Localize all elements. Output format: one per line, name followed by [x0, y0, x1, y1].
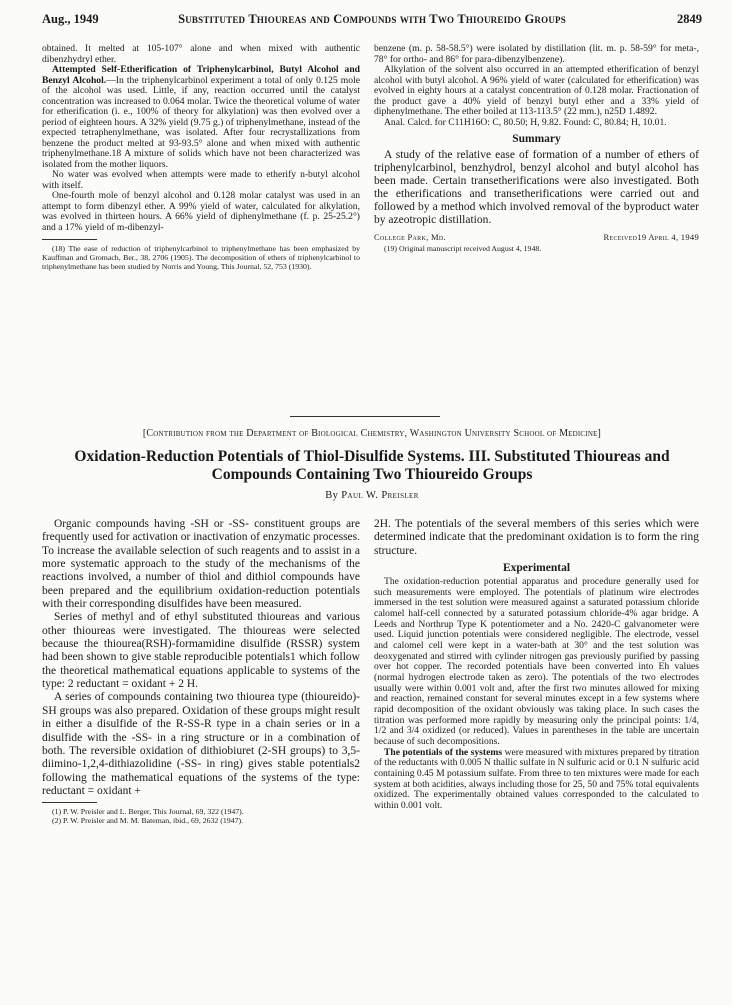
paragraph: benzene (m. p. 58-58.5°) were isolated by distillation (lit. m. p. 58-59° for meta-, 78° for ortho- and 86° for para-dibenzylbenzene). [374, 43, 699, 65]
running-title: Substituted Thioureas and Compounds with Two Thioureido Groups [178, 12, 566, 26]
contribution-line: [Contribution from the Department of Biological Chemistry, Washington University School of Medicine] [142, 428, 602, 439]
paragraph: Organic compounds having -SH or -SS- constituent groups are frequently used for activation or inactivation of enzymatic processes. To increase the available selection of such reagents and to assist in a more systematic approach to the study of the mechanisms of the reactions involved, a number of thiol and dithiol compounds have been prepared and the equilibrium oxidation-reduction potentials with their corresponding disulfides have been measured. [42, 518, 360, 611]
paragraph: Anal. Calcd. for C11H16O: C, 80.50; H, 9.82. Found: C, 80.84; H, 10.01. [384, 116, 667, 128]
top-left-column [42, 44, 360, 272]
paragraph-text: —In the triphenylcarbinol experiment a total of only 0.125 mole of the alcohol was used. Little, if any, reaction occurred until the catalyst concentration was increased to 0.064 molar. Twice the theoretical volume of water for etherification (i. e., 100% of theory for alkylation) was then evolved over a period of eighteen hours. A 32% yield (9.75 g.) of triphenylmethane, instead of the expected tetraphenylmethane, was isolated. After four recrystallizations from benzene the product melted at 93-93.5° alone and when mixed with authentic triphenylmethane.18 A mixture of solids which have not been characterized was isolated from the mother liquors. [42, 74, 360, 170]
footnote-rule [42, 802, 97, 803]
paragraph: Alkylation of the solvent also occurred in an attempted etherification of benzyl alcohol with butyl alcohol. A 96% yield of water (calculated for etherification) was evolved in eighty hours at a catalyst concentration of 0.128 molar. Fractionation of the product gave a 40% yield of benzyl butyl ether and a 33% yield of diphenylmethane. The ether boiled at 113-113.5° (22 mm.), n25D 1.4892. [374, 64, 699, 117]
author-name: Paul W. Preisler [341, 490, 419, 501]
footnote: (19) Original manuscript received August 4, 1948. [384, 243, 542, 253]
header-date: Aug., 1949 [42, 12, 99, 26]
bottom-right-column [374, 518, 699, 811]
byline [42, 490, 702, 501]
paragraph: 2H. The potentials of the several members of this series which were determined indicate that the predominant oxidation is to form the ring structure. [374, 518, 699, 557]
footnote-rule [42, 239, 97, 240]
article-title: Oxidation-Reduction Potentials of Thiol-Disulfide Systems. III. Substituted Thioureas and Compounds Containing Two Thioureido Groups [74, 448, 670, 483]
paragraph: A series of compounds containing two thiourea type (thioureido)-SH groups was also prepared. Oxidation of these groups might result in either a disulfide of the R-SS-R type in a chain series or in a disulfide with the -SS- in a ring structure or in a combination of both. The reversible oxidation of dithiobiuret (2-SH groups) to 3,5-diimino-1,2,4-dithiazolidine (-SS- in ring) gives stable potentials2 following the mathematical equations of the systems of the type: reductant = oxidant + [42, 691, 360, 797]
paragraph: One-fourth mole of benzyl alcohol and 0.128 molar catalyst was used in an attempt to form dibenzyl ether. A 99% yield of water, calculated for alkylation, was evolved in thirteen hours. A 66% yield of diphenylmethane (f. p. 25-25.2°) and a 17% yield of m-dibenzyl- [42, 190, 360, 233]
footnote: (1) P. W. Preisler and L. Berger, This Journal, 69, 322 (1947). [52, 807, 244, 817]
paragraph-text: were measured with mixtures prepared by titration of the reductants with 0.005 N thallic sulfate in N sulfuric acid or 0.1 N sulfuric acid containing 0.45 M potassium sulfate. From three to ten mixtures were made for each system at both acidities, always including those for 25, 50 and 75% total equivalents oxidized. The experimentally obtained values corresponded to the calculated to within 0.001 volt. [374, 746, 699, 811]
paragraph [374, 748, 699, 812]
footnote: (2) P. W. Preisler and M. M. Bateman, ibid., 69, 2632 (1947). [52, 816, 244, 826]
page-number: 2849 [677, 12, 702, 26]
received-date: Received19 April 4, 1949 [603, 231, 699, 242]
paragraph: The oxidation-reduction potential apparatus and procedure generally used for such measurements were employed. The potentials of platinum wire electrodes immersed in the test solution were measured against a saturated potassium chloride calomel half-cell connected by a saturated potassium chloride-4% agar bridge. A Leeds and Northrup Type K potentiometer and a No. 2420-C galvanometer were used. Liquid junction potentials were considered negligible. The electrode, vessel and calomel cell were kept in a water-bath at 30° and the test solution was deoxygenated and stirred with cylinder nitrogen gas previously purified by passing over hot copper. The recorded potentials have been converted into Eh values (normal hydrogen electrode taken as zero). The potentials of the two electrodes usually were within 0.001 volt and, after the first two minutes allowed for mixing and reaction, remained constant for several minutes except in a few systems where rapid decomposition of the oxidant obviously was taking place. In such cases the titration was performed more rapidly by measuring only the principal points: 1/4, 1/2 and 3/4 oxidized (or reduced). Values in parentheses in the table are uncertain because of such decompositions. [374, 576, 699, 747]
top-right-column [374, 44, 699, 253]
bottom-left-column [42, 518, 360, 826]
summary-heading: Summary [512, 133, 561, 145]
footnote: (18) The ease of reduction of triphenylcarbinol to triphenylmethane has been emphasized by Kauffman and Gromach, Ber., 38, 2706 (1905). The decomposition of ethers of triphenylcarbinol to triphenylmethane has been studied by Norris and Young, This Journal, 52, 753 (1930). [42, 244, 360, 272]
article-separator [290, 416, 440, 417]
page-header [42, 12, 702, 30]
run-in-heading: The potentials of the systems [384, 746, 503, 758]
signature-line [374, 232, 699, 244]
paragraph: No water was evolved when attempts were made to etherify n-butyl alcohol with itself. [42, 169, 360, 191]
run-in-heading: Attempted Self-Etherification of Triphenylcarbinol, Butyl Alcohol and Benzyl Alcohol. [42, 64, 360, 86]
place: College Park, Md. [374, 231, 446, 242]
experimental-heading: Experimental [502, 562, 571, 575]
summary-text: A study of the relative ease of formation of a number of ethers of triphenylcarbinol, benzhydrol, benzyl alcohol and butyl alcohol has been made. Certain transetherifications were also investigated. Both the etherifications and transetherifications were carried out and followed by a method which involved removal of the byproduct water by azeotropic distillation. [374, 148, 699, 226]
paragraph: obtained. It melted at 105-107° alone and when mixed with authentic dibenzhydryl ether. [42, 43, 360, 65]
byline-prefix: By [325, 490, 339, 501]
paragraph [42, 65, 360, 170]
paragraph: Series of methyl and of ethyl substituted thioureas and various other thioureas were investigated. The thioureas were selected because the thiourea(RSH)-formamidine disulfide (RSSR) system had been shown to give stable reproducible potentials1 which follow the theoretical mathematical equations applicable to systems of the type: 2 reductant = oxidant + 2 H. [42, 611, 360, 691]
